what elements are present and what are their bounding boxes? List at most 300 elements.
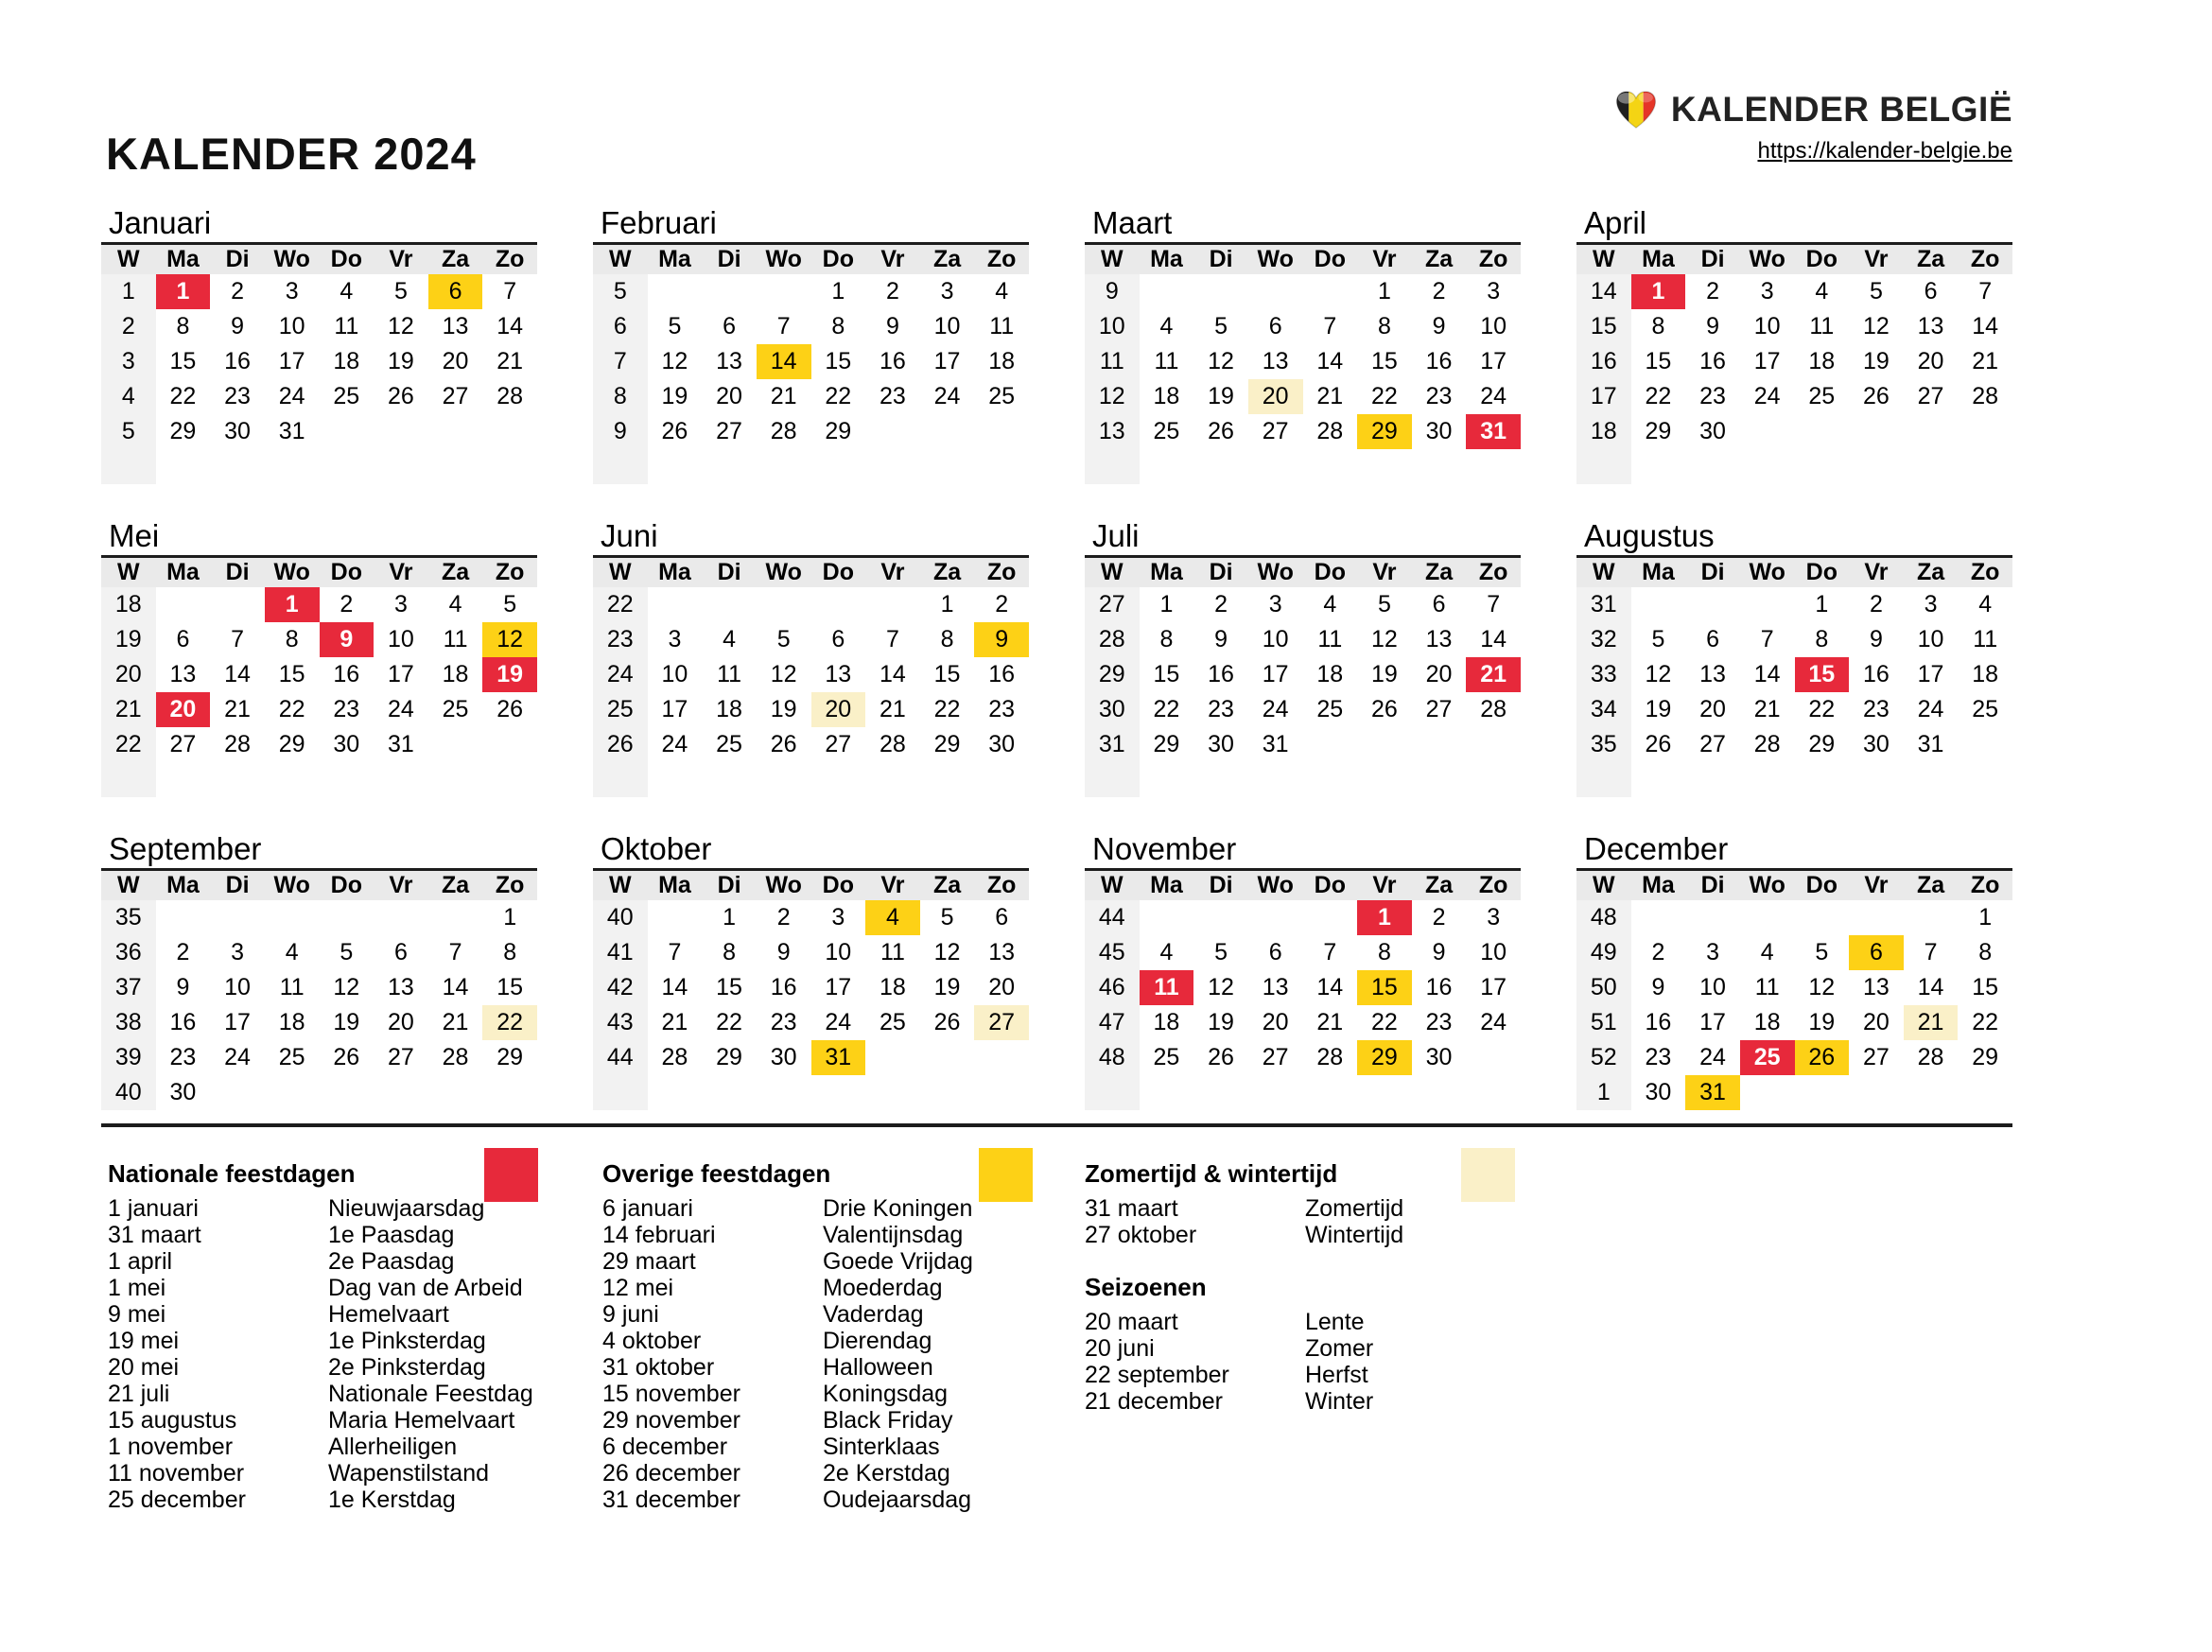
weekday-header-cell: Di [210, 245, 265, 274]
week-number-cell: 18 [1576, 414, 1631, 449]
day-cell: 14 [1972, 313, 1999, 339]
weekday-header-cell: W [101, 245, 156, 274]
day-cell: 29 [496, 1044, 524, 1070]
day-cell [210, 587, 265, 622]
week-number-cell [593, 762, 648, 797]
day-cell: 12 [1863, 313, 1890, 339]
weekday-header-cell: Za [1904, 558, 1959, 587]
legend-item [1085, 1388, 1589, 1415]
national-holiday-day-cell: 1 [1357, 900, 1412, 935]
day-cell [811, 449, 866, 484]
day-cell: 5 [776, 626, 791, 652]
day-cell: 30 [224, 418, 251, 444]
day-cell [374, 1075, 428, 1110]
day-cell [1357, 727, 1412, 762]
legend-item-date: 14 februari [602, 1222, 716, 1248]
day-cell: 7 [1978, 278, 1993, 304]
legend-item [108, 1460, 596, 1487]
week-row [593, 379, 1029, 414]
day-cell: 17 [1480, 348, 1507, 374]
national-holiday-day-cell: 15 [1795, 657, 1850, 692]
legend-item-date: 15 november [602, 1381, 740, 1407]
calendar-table [101, 558, 537, 797]
week-row [593, 309, 1029, 344]
week-row [1576, 622, 2012, 657]
day-cell [428, 900, 483, 935]
day-cell: 27 [1262, 1044, 1289, 1070]
week-number-cell: 51 [1576, 1005, 1631, 1040]
day-cell: 29 [1808, 731, 1836, 757]
day-cell: 11 [1154, 348, 1179, 374]
week-row [101, 970, 537, 1005]
day-cell [1631, 900, 1686, 935]
week-number-cell: 46 [1085, 970, 1140, 1005]
day-cell [811, 1075, 866, 1110]
weekday-header-cell: Zo [1466, 871, 1521, 900]
weekday-header-cell: Vr [374, 245, 428, 274]
week-row [1085, 900, 1521, 935]
day-cell: 19 [933, 974, 961, 1000]
weekday-header-cell: Zo [482, 558, 537, 587]
legend-item [602, 1407, 1078, 1434]
day-cell [1140, 449, 1194, 484]
day-cell: 17 [1262, 661, 1289, 687]
day-cell [920, 762, 975, 797]
weekday-header-cell: Di [702, 871, 757, 900]
legend-item-date: 20 maart [1085, 1309, 1178, 1335]
weekday-header-cell: Za [428, 245, 483, 274]
day-cell [757, 274, 811, 309]
day-cell: 11 [443, 626, 468, 652]
week-number-cell: 8 [593, 379, 648, 414]
week-number-cell: 23 [593, 622, 648, 657]
day-cell [974, 762, 1029, 797]
holiday-day-cell: 31 [1685, 1075, 1740, 1110]
day-cell [428, 414, 483, 449]
day-cell: 22 [1371, 383, 1398, 409]
day-cell: 1 [831, 278, 845, 304]
day-cell [1193, 1075, 1248, 1110]
week-number-cell: 41 [593, 935, 648, 970]
day-cell: 27 [1262, 418, 1289, 444]
week-row [593, 727, 1029, 762]
day-cell: 17 [1753, 348, 1781, 374]
week-row [1085, 692, 1521, 727]
legend-item-label: Black Friday [823, 1407, 953, 1434]
day-cell: 8 [1815, 626, 1829, 652]
day-cell: 18 [1316, 661, 1344, 687]
week-row [593, 622, 1029, 657]
legend-item-date: 9 mei [108, 1301, 166, 1328]
month-block [593, 830, 1029, 1110]
week-number-cell: 12 [1085, 379, 1140, 414]
week-row [593, 970, 1029, 1005]
day-cell: 20 [1917, 348, 1944, 374]
day-cell [1412, 449, 1467, 484]
day-cell [1248, 274, 1303, 309]
day-cell: 25 [716, 731, 742, 757]
legend-item-label: Wintertijd [1305, 1222, 1404, 1248]
day-cell: 19 [388, 348, 414, 374]
week-row [101, 414, 537, 449]
day-cell: 19 [1371, 661, 1398, 687]
weekday-header-cell: W [1085, 245, 1140, 274]
day-cell: 8 [940, 626, 954, 652]
day-cell: 28 [1972, 383, 1999, 409]
week-number-cell: 10 [1085, 309, 1140, 344]
day-cell [374, 449, 428, 484]
day-cell: 21 [1972, 348, 1999, 374]
day-cell [920, 1040, 975, 1075]
day-cell [1904, 414, 1959, 449]
day-cell: 13 [388, 974, 414, 1000]
legend-item-date: 22 september [1085, 1362, 1229, 1388]
week-row [101, 1075, 537, 1110]
day-cell: 23 [333, 696, 360, 722]
day-cell: 24 [1262, 696, 1289, 722]
national-holiday-day-cell: 11 [1140, 970, 1194, 1005]
day-cell: 14 [1316, 348, 1344, 374]
weekday-header-cell: Zo [974, 871, 1029, 900]
weekday-header-cell: Wo [1740, 558, 1795, 587]
day-cell [1357, 449, 1412, 484]
day-cell: 4 [1159, 313, 1174, 339]
weekday-header-cell: Ma [156, 871, 211, 900]
day-cell: 21 [224, 696, 251, 722]
weekday-header-cell: Zo [974, 245, 1029, 274]
month-title: Juli [1092, 518, 1140, 553]
weekday-header-cell: Vr [1849, 558, 1904, 587]
national-holiday-day-cell: 9 [320, 622, 374, 657]
day-cell [1248, 762, 1303, 797]
weekday-header-row [1576, 871, 2012, 900]
day-cell [1958, 449, 2012, 484]
week-number-cell [1576, 449, 1631, 484]
legend-item-label: Winter [1305, 1388, 1374, 1415]
weekday-header-cell: Zo [482, 245, 537, 274]
weekday-header-cell: Wo [757, 558, 811, 587]
day-cell: 2 [995, 591, 1009, 617]
day-cell: 18 [442, 661, 469, 687]
week-row [1085, 1075, 1521, 1110]
weekday-header-cell: Di [1685, 245, 1740, 274]
day-cell: 4 [1978, 591, 1993, 617]
day-cell: 7 [776, 313, 791, 339]
day-cell: 3 [668, 626, 682, 652]
weekday-header-cell: Za [1904, 871, 1959, 900]
calendar-table [593, 558, 1029, 797]
day-cell: 26 [1863, 383, 1890, 409]
day-cell: 28 [1316, 418, 1344, 444]
day-cell: 5 [1214, 313, 1228, 339]
calendar-table [1576, 871, 2012, 1110]
day-cell: 25 [333, 383, 360, 409]
week-number-cell: 50 [1576, 970, 1631, 1005]
day-cell: 24 [1753, 383, 1781, 409]
day-cell [1248, 1075, 1303, 1110]
week-number-cell: 2 [101, 309, 156, 344]
day-cell: 30 [1645, 1079, 1672, 1105]
day-cell [1795, 1075, 1850, 1110]
weekday-header-cell: Do [1795, 871, 1850, 900]
weekday-header-cell: Ma [1140, 871, 1194, 900]
day-cell: 15 [1972, 974, 1999, 1000]
calendar-table [101, 245, 537, 484]
day-cell: 30 [1208, 731, 1234, 757]
week-number-cell [593, 449, 648, 484]
weekday-header-cell: Vr [865, 558, 920, 587]
day-cell: 15 [825, 348, 852, 374]
day-cell: 19 [1645, 696, 1672, 722]
day-cell: 2 [340, 591, 354, 617]
month-block [593, 517, 1029, 797]
daylight-season-swatch [1461, 1148, 1515, 1202]
day-cell: 2 [1869, 591, 1883, 617]
month-block [1576, 517, 2012, 797]
weekday-header-cell: Di [210, 558, 265, 587]
day-cell [1849, 1075, 1904, 1110]
weekday-header-cell: Ma [1631, 871, 1686, 900]
day-cell [1412, 1075, 1467, 1110]
day-cell [648, 762, 703, 797]
day-cell: 23 [224, 383, 251, 409]
national-holiday-day-cell: 25 [1740, 1040, 1795, 1075]
day-cell: 11 [1754, 974, 1780, 1000]
legend-item-label: Sinterklaas [823, 1434, 940, 1460]
week-row [101, 727, 537, 762]
day-cell: 24 [388, 696, 414, 722]
legend-item-date: 31 december [602, 1487, 740, 1513]
holiday-day-cell: 15 [1357, 970, 1412, 1005]
day-cell: 13 [1917, 313, 1944, 339]
day-cell: 20 [716, 383, 742, 409]
week-row [101, 762, 537, 797]
week-row [1085, 762, 1521, 797]
day-cell: 3 [1924, 591, 1938, 617]
week-number-cell: 34 [1576, 692, 1631, 727]
day-cell: 29 [933, 731, 961, 757]
day-cell [1140, 900, 1194, 935]
day-cell [320, 414, 374, 449]
legend-seasons-title: Seizoenen [1085, 1273, 1207, 1301]
day-cell: 23 [770, 1009, 797, 1035]
day-cell [428, 449, 483, 484]
week-number-cell: 18 [101, 587, 156, 622]
month-title: Januari [109, 205, 212, 240]
day-cell: 1 [1815, 591, 1829, 617]
legend-item [602, 1354, 1078, 1381]
day-cell: 19 [1808, 1009, 1836, 1035]
week-row [1576, 970, 2012, 1005]
day-cell: 13 [1262, 348, 1289, 374]
legend-item-date: 31 maart [1085, 1195, 1178, 1222]
week-row [1576, 935, 2012, 970]
day-cell: 16 [880, 348, 906, 374]
day-cell: 11 [279, 974, 305, 1000]
day-cell [702, 274, 757, 309]
day-cell: 4 [448, 591, 462, 617]
week-row [101, 692, 537, 727]
week-number-cell: 25 [593, 692, 648, 727]
day-cell: 14 [661, 974, 688, 1000]
day-cell: 6 [723, 313, 737, 339]
day-cell: 14 [224, 661, 251, 687]
weekday-header-cell: Ma [156, 245, 211, 274]
day-cell: 4 [723, 626, 737, 652]
month-title: September [109, 831, 262, 866]
weekday-header-cell: W [593, 558, 648, 587]
day-cell: 16 [770, 974, 797, 1000]
week-row [593, 657, 1029, 692]
month-title: Oktober [601, 831, 712, 866]
day-cell: 27 [1917, 383, 1944, 409]
week-number-cell: 48 [1576, 900, 1631, 935]
day-cell [1412, 762, 1467, 797]
day-cell [1904, 900, 1959, 935]
week-row [1576, 1040, 2012, 1075]
legend-item-date: 12 mei [602, 1275, 674, 1301]
week-row [1576, 727, 2012, 762]
day-cell [1958, 414, 2012, 449]
month-block [101, 517, 537, 797]
legend-item-label: 1e Paasdag [328, 1222, 455, 1248]
legend-item-label: Lente [1305, 1309, 1365, 1335]
legend-item-label: Herfst [1305, 1362, 1368, 1388]
week-row [101, 309, 537, 344]
day-cell: 15 [1645, 348, 1672, 374]
legend-item-date: 29 november [602, 1407, 740, 1434]
day-cell: 7 [1487, 591, 1501, 617]
legend-item [602, 1434, 1078, 1460]
day-cell: 13 [1699, 661, 1726, 687]
day-cell [702, 449, 757, 484]
week-number-cell [1085, 449, 1140, 484]
week-row [1085, 449, 1521, 484]
day-cell: 25 [1316, 696, 1344, 722]
day-cell: 21 [770, 383, 797, 409]
legend-item-label: Wapenstilstand [328, 1460, 489, 1487]
legend-item-date: 1 mei [108, 1275, 166, 1301]
weekday-header-cell: Za [428, 871, 483, 900]
week-number-cell: 22 [593, 587, 648, 622]
day-cell: 21 [496, 348, 524, 374]
week-row [1576, 449, 2012, 484]
month-title: Mei [109, 518, 160, 553]
day-cell: 26 [388, 383, 414, 409]
weekday-header-cell: Vr [374, 558, 428, 587]
day-cell: 24 [278, 383, 305, 409]
legend-item [108, 1354, 596, 1381]
national-holiday-day-cell: 19 [482, 657, 537, 692]
legend-item [1085, 1335, 1589, 1362]
day-cell: 16 [1425, 348, 1453, 374]
day-cell: 2 [1432, 278, 1446, 304]
day-cell: 23 [1645, 1044, 1672, 1070]
weekday-header-cell: W [593, 871, 648, 900]
calendar-table [101, 871, 537, 1110]
day-cell [1904, 1075, 1959, 1110]
week-number-cell: 4 [101, 379, 156, 414]
weekday-header-cell: Zo [1958, 245, 2012, 274]
day-cell: 2 [1706, 278, 1720, 304]
legend-item-date: 1 januari [108, 1195, 199, 1222]
day-cell: 10 [1699, 974, 1726, 1000]
day-cell [428, 727, 483, 762]
day-cell: 27 [825, 731, 852, 757]
day-cell: 1 [1159, 591, 1174, 617]
week-number-cell: 35 [1576, 727, 1631, 762]
legend-item [108, 1328, 596, 1354]
day-cell: 15 [169, 348, 197, 374]
day-cell: 30 [1425, 418, 1453, 444]
day-cell [1685, 762, 1740, 797]
weekday-header-cell: Za [1412, 558, 1467, 587]
season-day-cell: 21 [1904, 1005, 1959, 1040]
day-cell [648, 587, 703, 622]
week-number-cell [593, 1075, 648, 1110]
week-number-cell: 43 [593, 1005, 648, 1040]
holiday-day-cell: 12 [482, 622, 537, 657]
day-cell: 17 [1480, 974, 1507, 1000]
day-cell: 8 [723, 939, 737, 965]
weekday-header-cell: Do [1303, 558, 1358, 587]
day-cell: 21 [442, 1009, 469, 1035]
day-cell: 26 [933, 1009, 961, 1035]
weekday-header-cell: Vr [1357, 558, 1412, 587]
day-cell: 13 [1262, 974, 1289, 1000]
day-cell [1685, 587, 1740, 622]
week-row [1085, 657, 1521, 692]
month-block [101, 204, 537, 484]
month-title: Juni [601, 518, 658, 553]
day-cell: 15 [278, 661, 305, 687]
legend-item-date: 1 november [108, 1434, 234, 1460]
day-cell: 6 [1706, 626, 1720, 652]
weekday-header-cell: Zo [974, 558, 1029, 587]
week-number-cell: 11 [1085, 344, 1140, 379]
day-cell: 13 [169, 661, 197, 687]
legend-item [108, 1434, 596, 1460]
day-cell: 25 [1153, 1044, 1180, 1070]
legend-item [602, 1487, 1078, 1513]
legend-national [101, 1159, 596, 1513]
week-row [101, 449, 537, 484]
weekday-header-cell: Vr [1357, 871, 1412, 900]
day-cell [265, 1075, 320, 1110]
day-cell: 22 [278, 696, 305, 722]
day-cell [374, 414, 428, 449]
day-cell: 16 [224, 348, 251, 374]
day-cell: 5 [393, 278, 408, 304]
day-cell: 16 [1425, 974, 1453, 1000]
day-cell [1958, 762, 2012, 797]
day-cell: 25 [880, 1009, 906, 1035]
day-cell: 13 [988, 939, 1016, 965]
legend-item-label: Goede Vrijdag [823, 1248, 973, 1275]
weekday-header-cell: Do [811, 871, 866, 900]
day-cell: 9 [1869, 626, 1883, 652]
day-cell: 18 [880, 974, 906, 1000]
legend-daylight [1085, 1159, 1589, 1248]
legend-item-label: Moederdag [823, 1275, 943, 1301]
week-row [593, 935, 1029, 970]
day-cell: 15 [716, 974, 742, 1000]
legend-item-date: 19 mei [108, 1328, 180, 1354]
week-row [1576, 344, 2012, 379]
site-link[interactable]: https://kalender-belgie.be [1757, 138, 2012, 164]
week-number-cell: 32 [1576, 622, 1631, 657]
day-cell [1685, 900, 1740, 935]
